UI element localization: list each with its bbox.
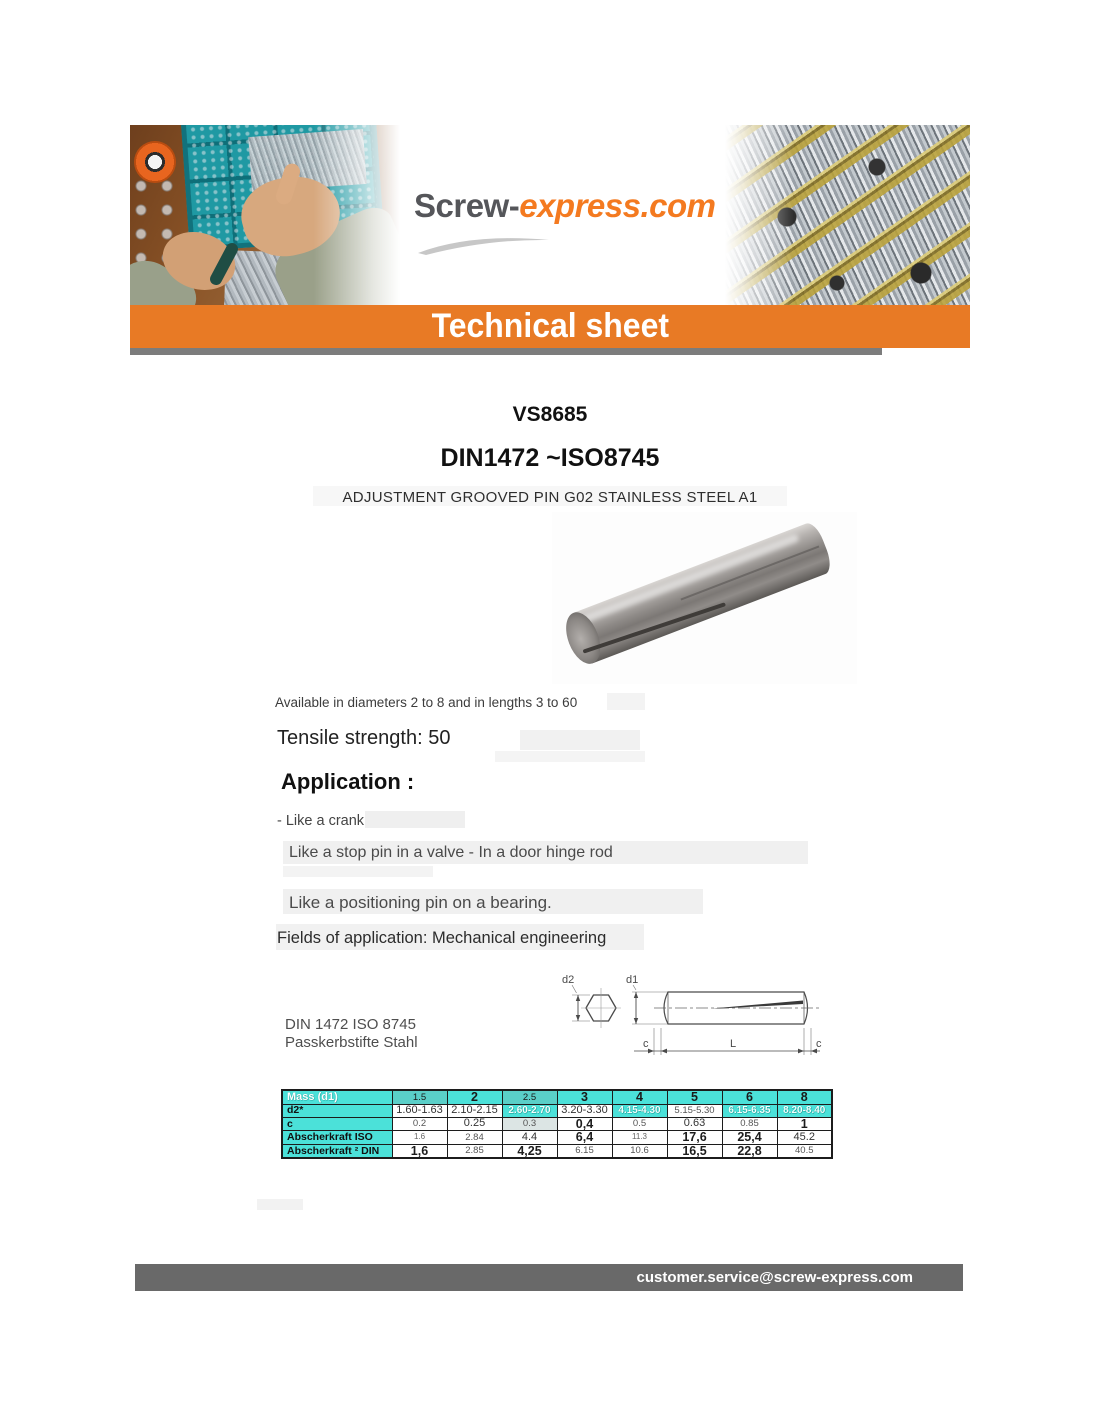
table-cell: 2	[447, 1090, 502, 1104]
table-row	[282, 1131, 832, 1145]
table-cell: 2.10-2.15	[447, 1104, 502, 1117]
table-cell: 2.5	[502, 1090, 557, 1104]
table-row-label: Mass (d1)	[282, 1090, 392, 1104]
fields-of-application-text: Fields of application: Mechanical engineering	[277, 929, 607, 947]
table-cell: 17,6	[667, 1131, 722, 1145]
table-cell: 40.5	[777, 1144, 832, 1158]
translation-artifact	[283, 866, 433, 877]
application-item-positioning: Like a positioning pin on a bearing.	[289, 893, 552, 912]
table-cell: 0.85	[722, 1117, 777, 1131]
table-cell: 2.84	[447, 1131, 502, 1145]
table-cell: 0.25	[447, 1117, 502, 1131]
table-row	[282, 1144, 832, 1158]
application-item-stop-pin: Like a stop pin in a valve - In a door hinge rod	[289, 844, 613, 861]
contact-email: customer.service@screw-express.com	[636, 1269, 913, 1286]
product-standard: DIN1472 ~ISO8745	[440, 444, 660, 472]
table-cell: 4.4	[502, 1131, 557, 1145]
technical-drawing	[548, 962, 848, 1077]
product-photo	[552, 512, 857, 684]
table-cell: 10.6	[612, 1144, 667, 1158]
table-cell: 1.60-1.63	[392, 1104, 447, 1117]
table-cell: 1,6	[392, 1144, 447, 1158]
table-cell: 0.5	[612, 1117, 667, 1131]
photo-fade	[725, 125, 970, 305]
table-cell: 22,8	[722, 1144, 777, 1158]
logo-text-gray: Screw-	[414, 187, 520, 224]
translation-artifact	[607, 693, 645, 710]
table-cell: 25,4	[722, 1131, 777, 1145]
table-cell: 6.15	[557, 1144, 612, 1158]
diagram-caption-line1: DIN 1472 ISO 8745	[285, 1016, 416, 1033]
header-photo-screws	[725, 125, 970, 305]
table-cell: 5	[667, 1090, 722, 1104]
dim-label-d1: d1	[626, 974, 639, 986]
table-cell: 0.3	[502, 1117, 557, 1131]
table-cell: 8.20-8.40	[777, 1104, 832, 1117]
table-cell: 0,4	[557, 1117, 612, 1131]
table-cell: 16,5	[667, 1144, 722, 1158]
table-row	[282, 1090, 832, 1104]
footer-bar	[135, 1264, 963, 1291]
banner-underline	[130, 348, 882, 355]
table-cell: 8	[777, 1090, 832, 1104]
translation-artifact	[365, 811, 465, 828]
table-cell: 1.5	[392, 1090, 447, 1104]
table-row-label: c	[282, 1117, 392, 1131]
application-item-crank: - Like a crank	[277, 813, 365, 829]
table-cell: 2.60-2.70	[502, 1104, 557, 1117]
logo-zone	[400, 125, 725, 305]
table-cell: 6	[722, 1090, 777, 1104]
photo-fade	[130, 125, 400, 305]
table-cell: 2.85	[447, 1144, 502, 1158]
header-photo-workbench	[130, 125, 400, 305]
table-row	[282, 1117, 832, 1131]
grooved-pin-image	[561, 520, 834, 668]
translation-artifact	[495, 751, 645, 762]
dim-label-L: L	[730, 1038, 737, 1050]
table-cell: 5.15-5.30	[667, 1104, 722, 1117]
table-row	[282, 1104, 832, 1117]
table-cell: 4	[612, 1090, 667, 1104]
translation-artifact	[520, 730, 640, 750]
diagram-caption-line2: Passkerbstifte Stahl	[285, 1034, 418, 1051]
product-code: VS8685	[512, 403, 588, 426]
table-cell: 4,25	[502, 1144, 557, 1158]
table-cell: 1.6	[392, 1131, 447, 1145]
table-cell: 0.63	[667, 1117, 722, 1131]
table-cell: 4.15-4.30	[612, 1104, 667, 1117]
dim-label-c-left: c	[643, 1038, 649, 1050]
banner-title: Technical sheet	[431, 307, 669, 345]
spec-table	[281, 1089, 833, 1159]
availability-text: Available in diameters 2 to 8 and in lengths 3 to 60	[275, 695, 578, 710]
product-title: ADJUSTMENT GROOVED PIN G02 STAINLESS STEEL A1	[342, 489, 758, 506]
tensile-strength-text: Tensile strength: 50	[277, 727, 451, 749]
brand-logo	[414, 187, 716, 225]
table-row-label: Abscherkraft ² DIN	[282, 1144, 392, 1158]
translation-artifact	[257, 1199, 303, 1210]
logo-text-orange: express.com	[519, 187, 716, 224]
dim-label-c-right: c	[816, 1038, 822, 1050]
application-heading: Application :	[281, 769, 415, 794]
table-cell: 1	[777, 1117, 832, 1131]
logo-swoosh-icon	[416, 233, 551, 255]
table-cell: 45.2	[777, 1131, 832, 1145]
dim-label-d2: d2	[562, 974, 575, 986]
table-cell: 3.20-3.30	[557, 1104, 612, 1117]
banner	[130, 305, 970, 348]
table-cell: 6,4	[557, 1131, 612, 1145]
table-cell: 6.15-6.35	[722, 1104, 777, 1117]
groove-line	[712, 1001, 803, 1009]
table-cell: 3	[557, 1090, 612, 1104]
table-cell: 0.2	[392, 1117, 447, 1131]
table-cell: 11.3	[612, 1131, 667, 1145]
table-row-label: d2*	[282, 1104, 392, 1117]
table-row-label: Abscherkraft ISO	[282, 1131, 392, 1145]
